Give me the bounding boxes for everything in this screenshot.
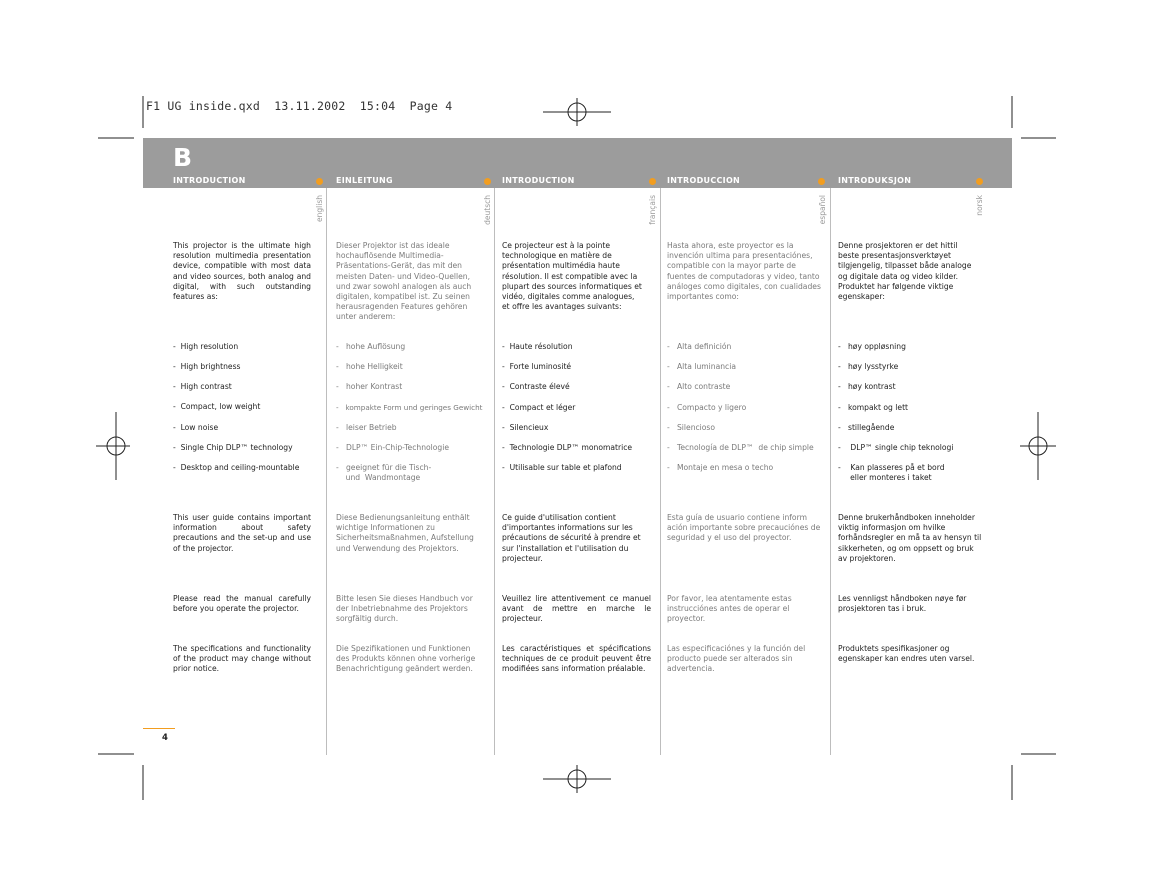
feature-item: - Utilisable sur table et plafond [502,463,622,472]
specs-paragraph-deutsch: Die Spezifikationen und Funktionen des Produkts können ohne vorherige Benachrichtigung geändert werden. [336,644,476,674]
feature-item: - High contrast [173,382,232,391]
feature-item: - Kan plasseres på et bord eller monteres i taket [838,463,945,483]
feature-item: - hohe Helligkeit [336,362,403,371]
feature-item: - høy kontrast [838,382,896,391]
feature-item: - stillegående [838,423,895,432]
guide-paragraph-english: This user guide contains important information about safety precautions and the set-up and use of the projector. [173,513,311,553]
feature-item: - kompakte Form und geringes Gewicht [336,403,483,412]
feature-item: - Tecnología de DLP™ de chip simple [667,443,814,452]
intro-paragraph-francais: Ce projecteur est à la pointe technologique en matière de présentation multimédia haute résolution. Il est compatible avec la plupart des sources informatiques et vidéo, digitales comme analogues, et offre les avantages suivants: [502,241,642,312]
page-number: 4 [162,733,168,743]
feature-item: - hoher Kontrast [336,382,403,391]
feature-item: - kompakt og lett [838,403,909,412]
column-header-espanol: INTRODUCCION [667,176,741,185]
language-label-espanol: español [818,195,827,225]
feature-item: - Alta luminancia [667,362,736,371]
column-header-english: INTRODUCTION [173,176,246,185]
feature-item: - High resolution [173,342,239,351]
feature-item: - høy oppløsning [838,342,906,351]
intro-paragraph-english: This projector is the ultimate high resolution multimedia presentation device, compatible with most data and video sources, both analog and digital, with such outstanding features as: [173,241,311,302]
feature-item: - Silencioso [667,423,716,432]
feature-item: - DLP™ single chip teknologi [838,443,954,452]
feature-item: - Haute résolution [502,342,573,351]
feature-item: - leiser Betrieb [336,423,397,432]
bullet-dot-icon [484,178,491,185]
bullet-dot-icon [818,178,825,185]
feature-item: - Compact, low weight [173,402,261,411]
feature-item: - Low noise [173,423,219,432]
specs-paragraph-english: The specifications and functionality of the product may change without prior notice. [173,644,311,674]
language-label-english: english [315,195,324,222]
guide-paragraph-francais: Ce guide d'utilisation contient d'importantes informations sur les précautions de sécurité à prendre et sur l'installation et l'utilisation du projecteur. [502,513,641,563]
language-label-deutsch: deutsch [483,195,492,225]
bullet-dot-icon [976,178,983,185]
feature-item: - hohe Auflösung [336,342,406,351]
feature-item: - Alta definición [667,342,732,351]
column-divider [494,188,495,755]
column-divider [660,188,661,755]
feature-item: - Technologie DLP™ monomatrice [502,443,633,452]
intro-paragraph-deutsch: Dieser Projektor ist das ideale hochauflösende Multimedia-Präsentations-Gerät, das mit den meisten Daten- und Video-Quellen, und zwar sowohl analogen als auch digitalen, kompatibel ist. Zu seinen herausragenden Features gehören unter anderem: [336,241,472,322]
read-paragraph-francais: Veuillez lire attentivement ce manuel avant de mettre en marche le projecteur. [502,594,651,624]
language-label-francais: français [648,195,657,225]
column-header-francais: INTRODUCTION [502,176,575,185]
feature-item: - Contraste élevé [502,382,570,391]
specs-paragraph-francais: Les caractéristiques et spécifications techniques de ce produit peuvent être modifiées sans information préalable. [502,644,651,674]
specs-paragraph-espanol: Las especificaciónes y la función del producto puede ser alterados sin advertencia. [667,644,806,674]
feature-item: - Forte luminosité [502,362,572,371]
language-label-norsk: norsk [975,195,984,216]
section-letter: B [173,143,193,172]
feature-item: - Desktop and ceiling-mountable [173,463,300,472]
file-slug-line: F1 UG inside.qxd 13.11.2002 15:04 Page 4 [146,99,453,113]
feature-item: - High brightness [173,362,241,371]
feature-item: - Montaje en mesa o techo [667,463,774,472]
column-header-deutsch: EINLEITUNG [336,176,393,185]
column-divider [830,188,831,755]
read-paragraph-norsk: Les vennligst håndboken nøye før prosjektoren tas i bruk. [838,594,967,614]
feature-item: - Silencieux [502,423,549,432]
specs-paragraph-norsk: Produktets spesifikasjoner og egenskaper kan endres uten varsel. [838,644,975,664]
feature-item: - Single Chip DLP™ technology [173,443,293,452]
intro-paragraph-espanol: Hasta ahora, este proyector es la invención ultima para presentaciónes, compatible con la mayor parte de fuentes de computadoras y video, tanto análoges como digitales, con cualidades importantes como: [667,241,821,302]
read-paragraph-espanol: Por favor, lea atentamente estas instrucciónes antes de operar el proyector. [667,594,792,624]
feature-item: - geeignet für die Tisch- und Wandmontage [336,463,432,483]
feature-item: - Alto contraste [667,382,731,391]
read-paragraph-deutsch: Bitte lesen Sie dieses Handbuch vor der Inbetriebnahme des Projektors sorgfältig durch. [336,594,473,624]
guide-paragraph-espanol: Esta guía de usuario contiene inform ación importante sobre precauciónes de seguridad y el uso del proyector. [667,513,821,543]
page-number-rule [143,728,175,729]
feature-item: - høy lysstyrke [838,362,899,371]
feature-item: - Compacto y ligero [667,403,747,412]
read-paragraph-english: Please read the manual carefully before you operate the projector. [173,594,311,614]
feature-item: - Compact et léger [502,403,576,412]
guide-paragraph-norsk: Denne brukerhåndboken inneholder viktig informasjon om hvilke forhåndsregler en må ta av hensyn til sikkerheten, og om oppsett og bruk av projektoren. [838,513,982,563]
column-header-norsk: INTRODUKSJON [838,176,912,185]
column-divider [326,188,327,755]
guide-paragraph-deutsch: Diese Bedienungsanleitung enthält wichtige Informationen zu Sicherheitsmaßnahmen, Aufstellung und Verwendung des Projektors. [336,513,474,553]
intro-paragraph-norsk: Denne prosjektoren er det hittil beste presentasjonsverktøyet tilgjengelig, tilpasset både analoge og digitale data og video kilder. Produktet har følgende viktige egenskaper: [838,241,972,302]
bullet-dot-icon [649,178,656,185]
bullet-dot-icon [316,178,323,185]
feature-item: - DLP™ Ein-Chip-Technologie [336,443,450,452]
